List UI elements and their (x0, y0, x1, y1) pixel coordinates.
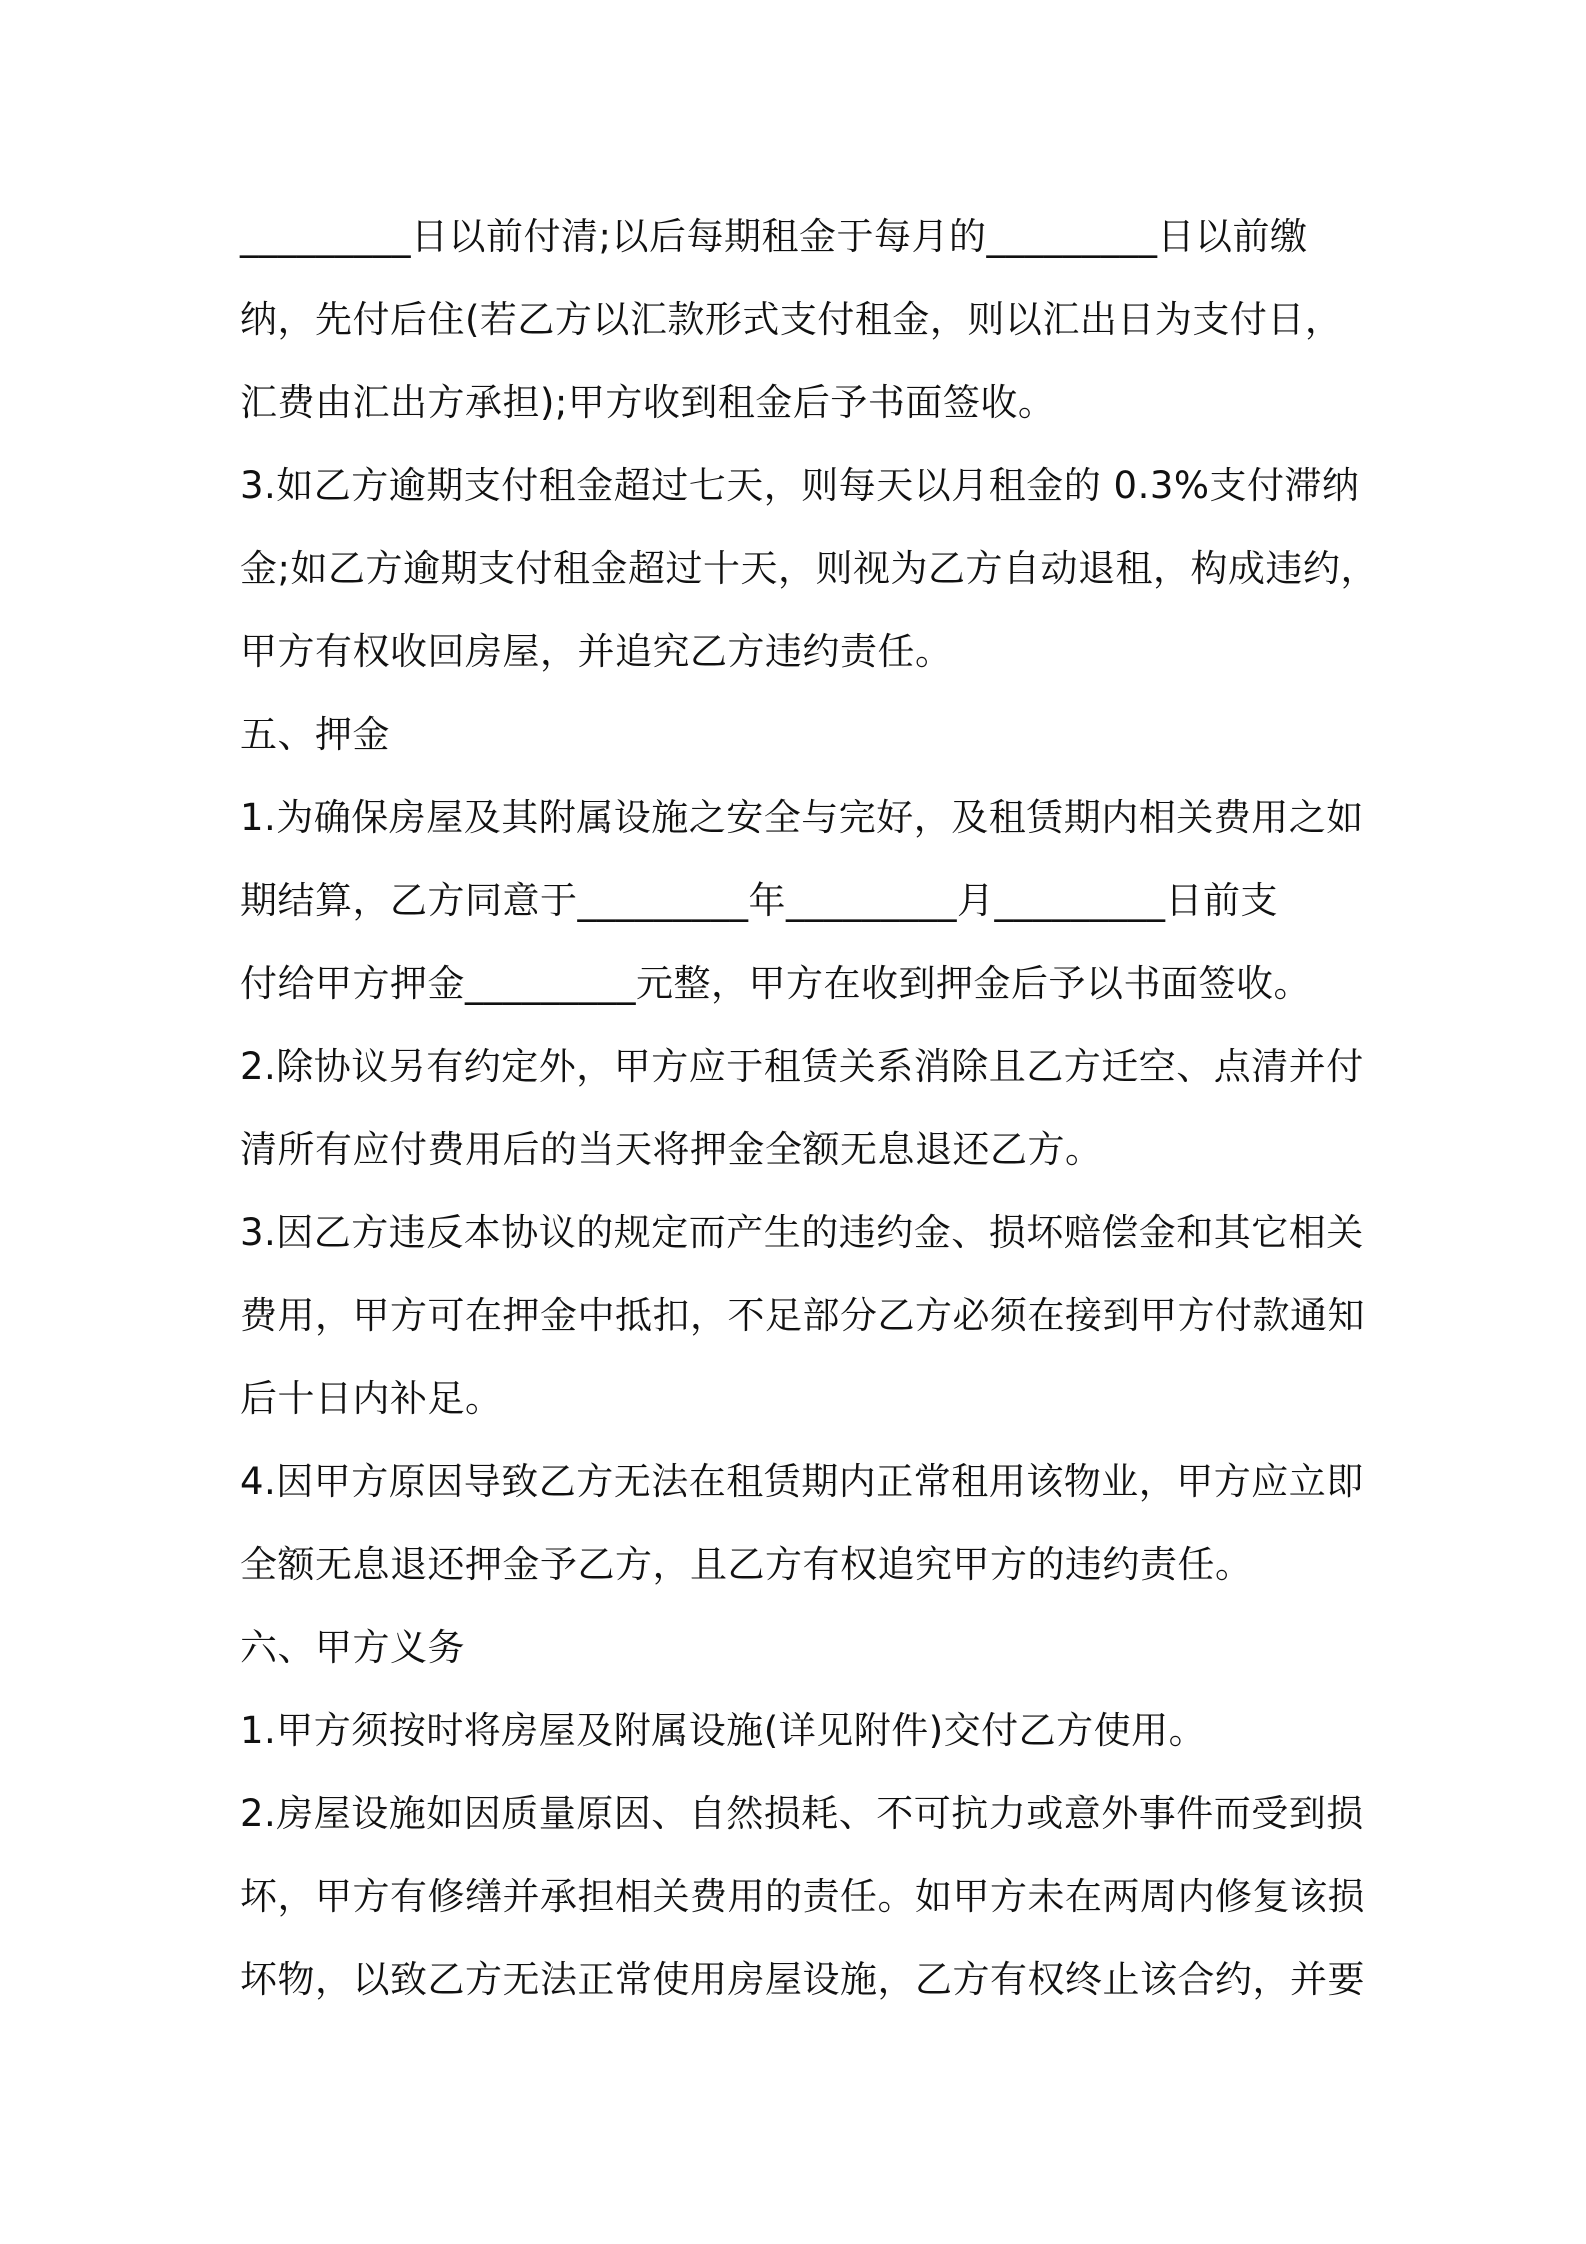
text-line-17: 全额无息退还押金予乙方，且乙方有权追究甲方的违约责任。 (240, 1543, 1253, 1586)
document-body (240, 195, 1378, 2021)
text-line-9: 期结算，乙方同意于_________年_________月_________日前支 (240, 879, 1278, 922)
text-line-10: 付给甲方押金_________元整，甲方在收到押金后予以书面签收。 (240, 962, 1311, 1005)
text-line-13: 3.因乙方违反本协议的规定而产生的违约金、损坏赔偿金和其它相关 (240, 1211, 1364, 1254)
section-heading-party-a-obligations: 六、甲方义务 (240, 1626, 465, 1669)
text-line-19: 1.甲方须按时将房屋及附属设施(详见附件)交付乙方使用。 (240, 1709, 1207, 1752)
text-line-20: 2.房屋设施如因质量原因、自然损耗、不可抗力或意外事件而受到损 (240, 1792, 1364, 1835)
text-line-21: 坏，甲方有修缮并承担相关费用的责任。如甲方未在两周内修复该损 (240, 1875, 1365, 1918)
text-line-2: 纳，先付后住(若乙方以汇款形式支付租金，则以汇出日为支付日， (240, 298, 1343, 341)
section-heading-deposit: 五、押金 (240, 713, 390, 756)
text-line-12: 清所有应付费用后的当天将押金全额无息退还乙方。 (240, 1128, 1103, 1171)
text-line-14: 费用，甲方可在押金中抵扣，不足部分乙方必须在接到甲方付款通知 (240, 1294, 1365, 1337)
text-line-5: 金;如乙方逾期支付租金超过十天，则视为乙方自动退租，构成违约， (240, 547, 1378, 590)
text-line-22: 坏物，以致乙方无法正常使用房屋设施，乙方有权终止该合约，并要 (240, 1958, 1365, 2001)
text-line-4: 3.如乙方逾期支付租金超过七天，则每天以月租金的 0.3%支付滞纳 (240, 464, 1360, 507)
text-line-16: 4.因甲方原因导致乙方无法在租赁期内正常租用该物业，甲方应立即 (240, 1460, 1364, 1503)
text-line-1: _________日以前付清;以后每期租金于每月的_________日以前缴 (240, 215, 1308, 258)
text-line-11: 2.除协议另有约定外，甲方应于租赁关系消除且乙方迁空、点清并付 (240, 1045, 1364, 1088)
text-line-6: 甲方有权收回房屋，并追究乙方违约责任。 (240, 630, 953, 673)
text-line-15: 后十日内补足。 (240, 1377, 503, 1420)
text-line-3: 汇费由汇出方承担);甲方收到租金后予书面签收。 (240, 381, 1056, 424)
text-line-8: 1.为确保房屋及其附属设施之安全与完好，及租赁期内相关费用之如 (240, 796, 1364, 839)
